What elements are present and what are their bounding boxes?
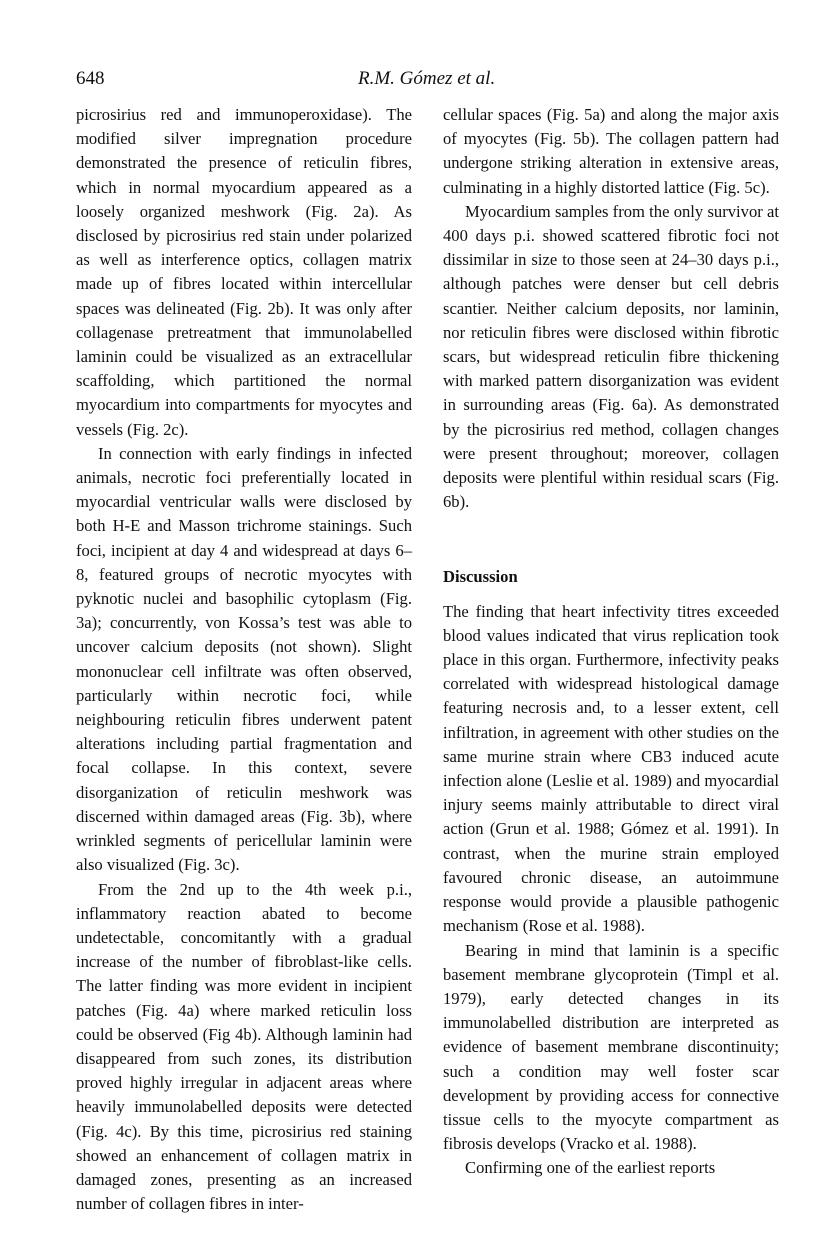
page-number: 648 [76, 68, 105, 89]
right-column [443, 103, 779, 1181]
body-paragraph: Bearing in mind that laminin is a specific basement membrane glycoprotein (Timpl et al. 1979), early detected changes in its immunolabelled distribution are interpreted as evidence of basement membrane discontinuity; such a condition may well foster scar development by providing access for connective tissue cells to the myocyte compartment as fibrosis develops (Vracko et al. 1988). [443, 940, 779, 1154]
body-paragraph: cellular spaces (Fig. 5a) and along the major axis of myocytes (Fig. 5b). The collagen pattern had undergone striking alteration in extensive areas, culminating in a highly distorted lattice (Fig. 5c). [443, 105, 779, 197]
body-paragraph: Myocardium samples from the only survivor at 400 days p.i. showed scattered fibrotic foci not dissimilar in size to those seen at 24–30 days p.i., although patches were denser but cell debris scantier. Neither calcium deposits, nor laminin, nor reticulin fibres were disclosed within fibrotic scars, but widespread reticulin fibre thickening with marked pattern disorganization was evident in surrounding areas (Fig. 6a). As demonstrated by the picrosirius red method, collagen changes were present throughout; moreover, collagen deposits were plentiful within residual scars (Fig. 6b). [443, 201, 779, 512]
left-column [76, 103, 412, 1216]
body-paragraph: In connection with early findings in infected animals, necrotic foci preferentially located in myocardial ventricular walls were disclosed by both H-E and Masson trichrome stainings. Such foci, incipient at day 4 and widespread at days 6–8, featured groups of necrotic myocytes with pyknotic nuclei and basophilic cytoplasm (Fig. 3a); concurrently, von Kossa’s test was able to uncover calcium deposits (not shown). Slight mononuclear cell infiltrate was often observed, particularly within necrotic foci, while neighbouring reticulin fibres underwent patent alterations including partial fragmentation and focal collapse. In this context, severe disorganization of reticulin meshwork was discerned within damaged areas (Fig. 3b), where wrinkled segments of pericellular laminin were also visualized (Fig. 3c). [76, 443, 412, 875]
body-paragraph: Confirming one of the earliest reports [465, 1158, 716, 1178]
running-head: R.M. Gómez et al. [358, 68, 496, 89]
body-paragraph: The finding that heart infectivity titres exceeded blood values indicated that virus replication took place in this organ. Furthermore, infectivity peaks correlated with widespread histological damage featuring necrosis and, to a lesser extent, cell infiltration, in agreement with other studies on the same murine strain where CB3 induced acute infection alone (Leslie et al. 1989) and myocardial injury seems mainly attributable to direct viral action (Grun et al. 1988; Gómez et al. 1991). In contrast, when the murine strain employed favoured chronic disease, an autoimmune response would provide a plausible pathogenic mechanism (Rose et al. 1988). [443, 601, 779, 936]
section-heading-discussion: Discussion [443, 567, 518, 587]
body-paragraph: From the 2nd up to the 4th week p.i., inflammatory reaction abated to become undetectable, concomitantly with a gradual increase of the number of fibroblast-like cells. The latter finding was more evident in incipient patches (Fig. 4a) where marked reticulin loss could be observed (Fig 4b). Although laminin had disappeared from such zones, its distribution proved highly irregular in adjacent areas where heavily immunolabelled deposits were detected (Fig. 4c). By this time, picrosirius red staining showed an enhancement of collagen matrix in damaged zones, presenting as an increased number of collagen fibres in inter- [76, 879, 412, 1214]
page-header [76, 68, 736, 96]
body-paragraph: picrosirius red and immunoperoxidase). The modified silver impregnation procedure demonstrated the presence of reticulin fibres, which in normal myocardium appeared as a loosely organized meshwork (Fig. 2a). As disclosed by picrosirius red stain under polarized as well as interference optics, collagen matrix made up of fibres located within intercellular spaces was delineated (Fig. 2b). It was only after collagenase pretreatment that immunolabelled laminin could be visualized as an extracellular scaffolding, which partitioned the normal myocardium into compartments for myocytes and vessels (Fig. 2c). [76, 105, 412, 439]
